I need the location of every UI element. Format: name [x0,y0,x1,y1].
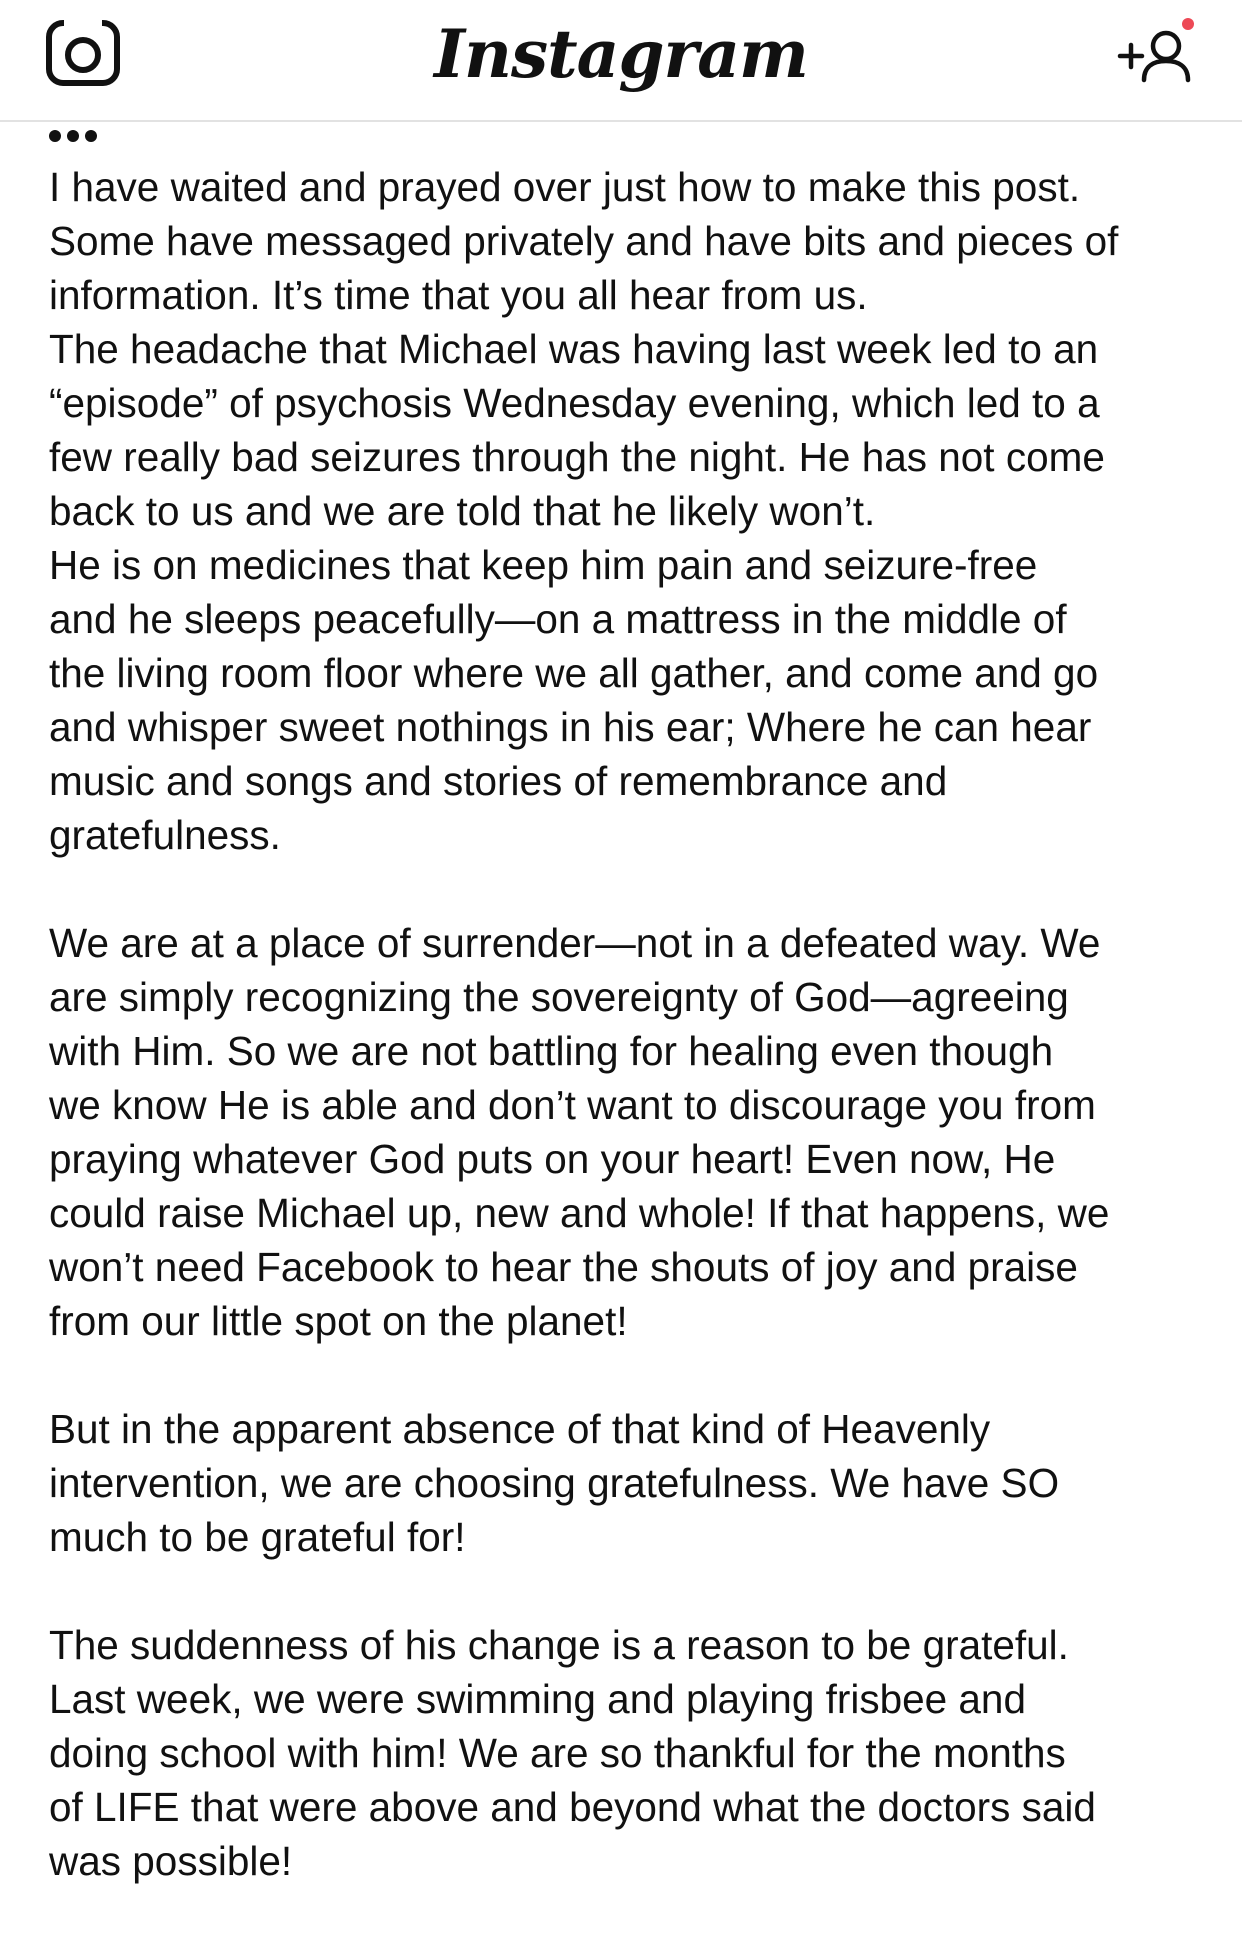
text-line: praying whatever God puts on your heart! Even now, He [49,1136,1056,1182]
text-line: The suddenness of his change is a reason to be grateful. [49,1622,1069,1668]
add-user-icon [1114,16,1200,88]
paragraph-4 [49,1618,1209,1888]
text-line: I have waited and prayed over just how to make this post. [49,164,1081,210]
text-line: few really bad seizures through the night. He has not come [49,434,1105,480]
text-line: much to be grateful for! [49,1514,466,1560]
instagram-logo: Instagram [434,15,808,93]
more-options-button[interactable] [48,125,108,147]
top-bar [0,0,1242,122]
text-line: could raise Michael up, new and whole! If that happens, we [49,1190,1110,1236]
text-line: music and songs and stories of remembrance and [49,758,948,804]
text-line: we know He is able and don’t want to discourage you from [49,1082,1096,1128]
text-line: won’t need Facebook to hear the shouts of joy and praise [49,1244,1078,1290]
notification-dot [1182,18,1194,30]
text-line: of LIFE that were above and beyond what the doctors said [49,1784,1096,1830]
post-caption [49,160,1209,1942]
text-line: information. It’s time that you all hear from us. [49,272,868,318]
add-user-button[interactable] [1114,16,1200,88]
text-line: Some have messaged privately and have bits and pieces of [49,218,1119,264]
text-line: and whisper sweet nothings in his ear; Where he can hear [49,704,1092,750]
more-dots-icon [48,125,108,147]
paragraph-3 [49,1402,1209,1564]
text-line: was possible! [49,1838,293,1884]
paragraph-2 [49,916,1209,1348]
text-line: are simply recognizing the sovereignty of God—agreeing [49,974,1069,1020]
text-line: from our little spot on the planet! [49,1298,628,1344]
text-line: The headache that Michael was having last week led to an [49,326,1099,372]
text-line: We are at a place of surrender—not in a defeated way. We [49,920,1101,966]
text-line: doing school with him! We are so thankful for the months [49,1730,1066,1776]
text-line: back to us and we are told that he likely won’t. [49,488,876,534]
text-line: with Him. So we are not battling for healing even though [49,1028,1054,1074]
text-line: Last week, we were swimming and playing frisbee and [49,1676,1026,1722]
text-line: He is on medicines that keep him pain and seizure-free [49,542,1038,588]
text-line: intervention, we are choosing gratefulness. We have SO [49,1460,1060,1506]
text-line: “episode” of psychosis Wednesday evening, which led to a [49,380,1100,426]
text-line: the living room floor where we all gather, and come and go [49,650,1099,696]
text-line: But in the apparent absence of that kind of Heavenly [49,1406,991,1452]
paragraph-1 [49,160,1209,862]
text-line: and he sleeps peacefully—on a mattress in the middle of [49,596,1067,642]
text-line: gratefulness. [49,812,281,858]
